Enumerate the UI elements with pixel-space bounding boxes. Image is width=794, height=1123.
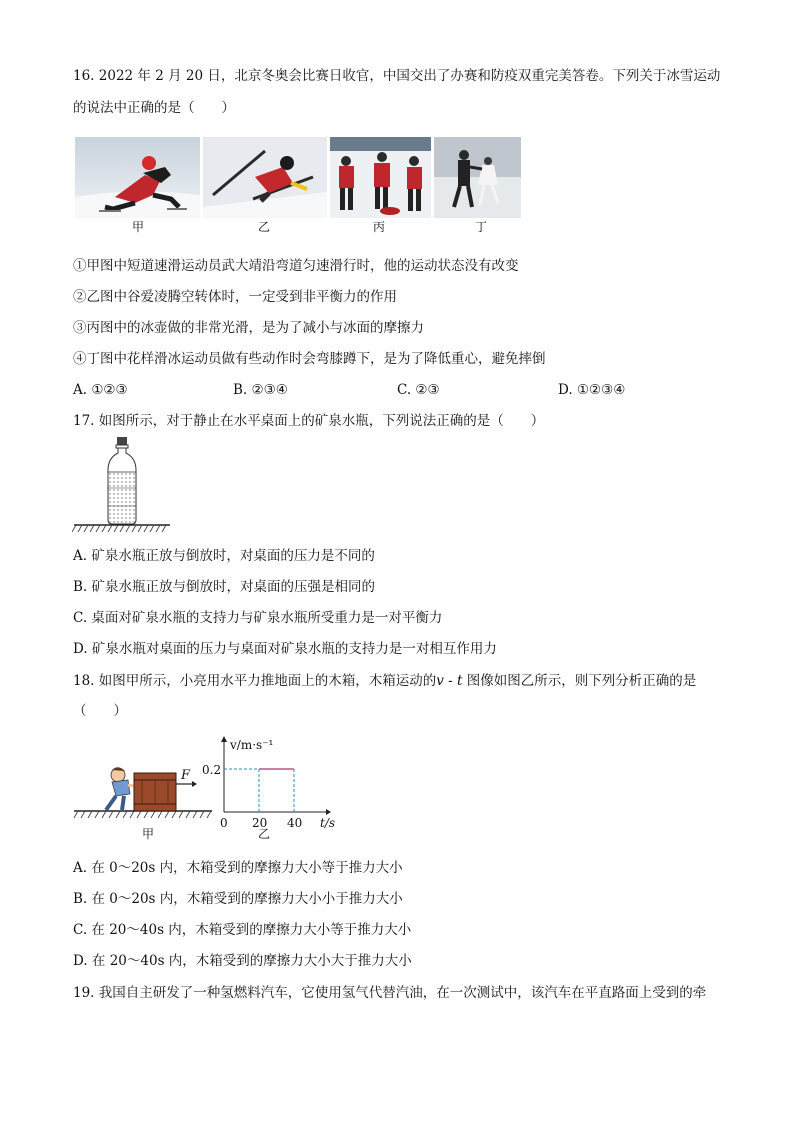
q16-option-c[interactable]: C. ②③ <box>397 382 440 398</box>
q19-stem-line1: 19. 我国自主研发了一种氢燃料汽车，它使用氢气代替汽油，在一次测试中，该汽车在平直路面上受到的牵 <box>73 985 707 1001</box>
q18-option-d[interactable]: D. 在 20～40s 内，木箱受到的摩擦力大小大于推力大小 <box>73 953 412 969</box>
q16-statement-1: ①甲图中短道速滑运动员武大靖沿弯道匀速滑行时，他的运动状态没有改变 <box>73 258 519 274</box>
q18-figure <box>72 730 342 842</box>
q16-stem-line2: 的说法中正确的是（ ） <box>73 100 235 116</box>
photo-label-yi: 乙 <box>258 220 271 234</box>
boy-pushing-crate-drawing <box>74 767 212 818</box>
q18-stem-part2: 图像如图乙所示，则下列分析正确的是 <box>462 673 697 689</box>
photo-label-ding: 丁 <box>475 220 488 234</box>
vt-graph <box>202 736 335 841</box>
q18-stem-part1: 18. 如图甲所示，小亮用水平力推地面上的木箱，木箱运动的 <box>73 673 437 689</box>
q18-option-b[interactable]: B. 在 0～20s 内，木箱受到的摩擦力大小小于推力大小 <box>73 891 403 907</box>
q16-statement-3: ③丙图中的冰壶做的非常光滑，是为了减小与冰面的摩擦力 <box>73 320 424 336</box>
photo-curling <box>330 137 431 218</box>
q16-statement-2: ②乙图中谷爱凌腾空转体时，一定受到非平衡力的作用 <box>73 289 397 305</box>
q18-stem-line1 <box>73 671 696 691</box>
x-tick-40: 40 <box>287 816 303 830</box>
x-tick-0: 0 <box>220 816 228 830</box>
y-axis-label: v/m·s⁻¹ <box>230 738 274 752</box>
q16-option-b[interactable]: B. ②③④ <box>233 382 288 398</box>
q17-option-b[interactable]: B. 矿泉水瓶正放与倒放时，对桌面的压强是相同的 <box>73 579 376 595</box>
q17-stem: 17. 如图所示，对于静止在水平桌面上的矿泉水瓶，下列说法正确的是（ ） <box>73 413 545 429</box>
q16-option-d[interactable]: D. ①②③④ <box>558 382 626 398</box>
photo-speed-skating <box>75 137 200 218</box>
q16-statement-4: ④丁图中花样滑冰运动员做有些动作时会弯膝蹲下，是为了降低重心，避免摔倒 <box>73 351 546 367</box>
caption-yi: 乙 <box>258 827 271 841</box>
x-tick-20: 20 <box>252 816 268 830</box>
x-axis-label: t/s <box>320 816 336 830</box>
q17-option-d[interactable]: D. 矿泉水瓶对桌面的压力与桌面对矿泉水瓶的支持力是一对相互作用力 <box>73 641 497 657</box>
q18-stem-line2: （ ） <box>73 703 127 719</box>
q16-option-a[interactable]: A. ①②③ <box>73 382 128 398</box>
q16-stem-line1: 16. 2022 年 2 月 20 日，北京冬奥会比赛日收官，中国交出了办赛和防疫双重完美答卷。下列关于冰雪运动 <box>73 68 721 84</box>
q17-option-a[interactable]: A. 矿泉水瓶正放与倒放时，对桌面的压力是不同的 <box>73 548 375 564</box>
q18-option-c[interactable]: C. 在 20～40s 内，木箱受到的摩擦力大小等于推力大小 <box>73 922 412 938</box>
bottle-figure <box>72 436 172 538</box>
q18-option-a[interactable]: A. 在 0～20s 内，木箱受到的摩擦力大小等于推力大小 <box>73 860 403 876</box>
q17-option-c[interactable]: C. 桌面对矿泉水瓶的支持力与矿泉水瓶所受重力是一对平衡力 <box>73 610 443 626</box>
photo-freestyle-skiing <box>203 137 327 218</box>
photo-label-jia: 甲 <box>132 220 145 234</box>
force-label: F <box>181 768 191 783</box>
photo-label-bing: 丙 <box>373 220 386 234</box>
y-tick-0.2: 0.2 <box>202 763 222 777</box>
q18-vt-symbol: v - t <box>436 673 463 689</box>
photo-figure-skating <box>434 137 521 218</box>
caption-jia: 甲 <box>142 827 155 841</box>
